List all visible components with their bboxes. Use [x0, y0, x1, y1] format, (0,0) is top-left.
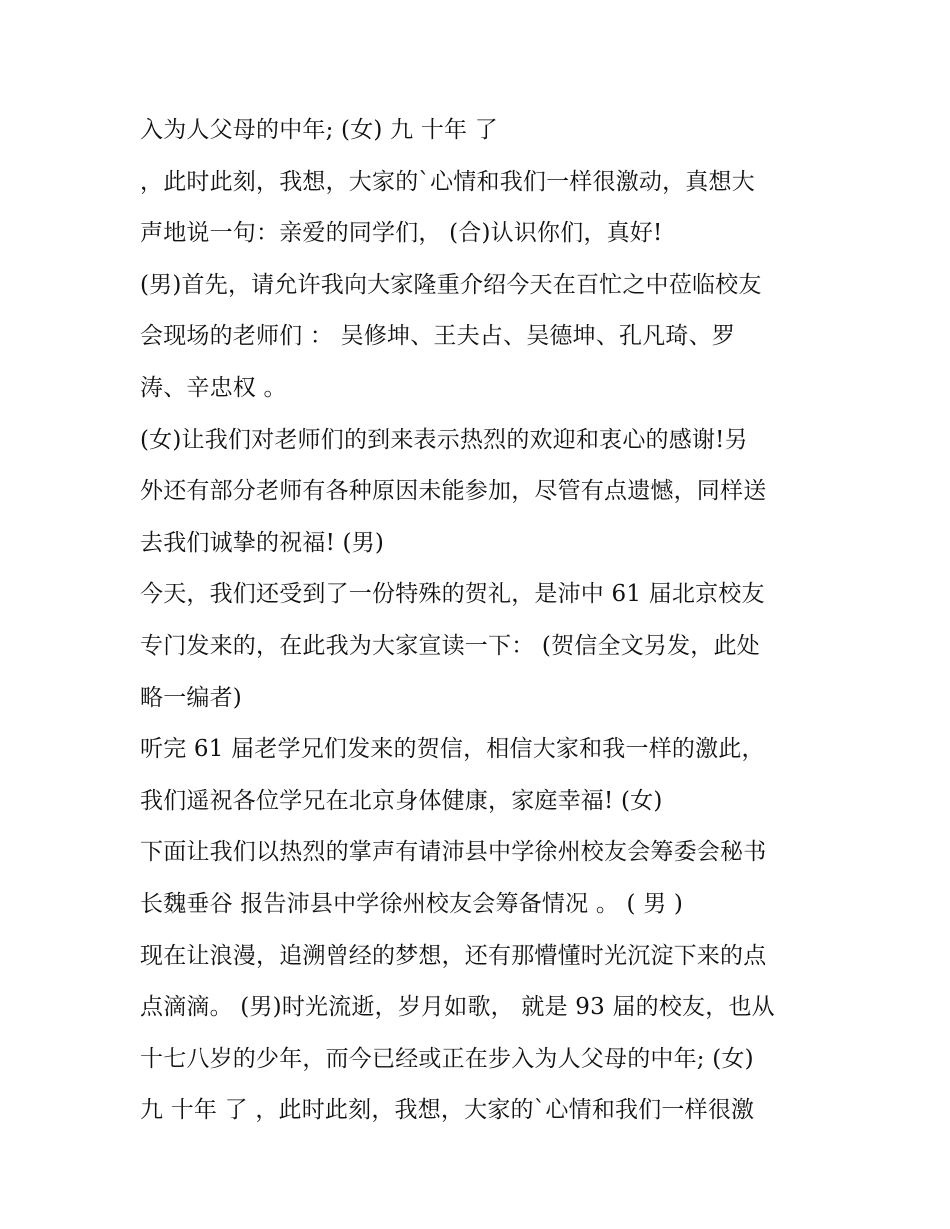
text-line: 点滴滴。 (男)时光流逝，岁月如歌， 就是 93 届的校友，也从 — [140, 994, 775, 1021]
text-line: 听完 61 届老学兄们发来的贺信，相信大家和我一样的激此， — [140, 736, 765, 763]
text-line: 入为人父母的中年; (女) 九 十年 了 — [140, 117, 498, 143]
text-line: 今天，我们还受到了一份特殊的贺礼，是沛中 61 届北京校友 — [140, 581, 765, 608]
text-line: 略一编者) — [140, 684, 242, 711]
text-line: 会现场的老师们 ： 吴修坤、王夫占、吴德坤、孔凡琦、罗 — [140, 323, 736, 350]
text-line: 现在让浪漫，追溯曾经的梦想，还有那懵懂时光沉淀下来的点 — [140, 942, 767, 969]
text-line: (女)让我们对老师们的到来表示热烈的欢迎和衷心的感谢!另 — [140, 426, 748, 453]
text-line: 外还有部分老师有各种原因未能参加，尽管有点遗憾，同样送 — [140, 478, 767, 505]
text-line: 下面让我们以热烈的掌声有请沛县中学徐州校友会筹委会秘书 — [140, 839, 767, 866]
text-line: ，此时此刻，我想，大家的`心情和我们一样很激动，真想大 — [140, 168, 755, 195]
text-line: 十七八岁的少年，而今已经或正在步入为人父母的中年; (女) — [140, 1045, 754, 1072]
text-line: 我们遥祝各位学兄在北京身体健康，家庭幸福! (女) — [140, 787, 663, 814]
text-line: 长魏垂谷 报告沛县中学徐州校友会筹备情况 。 ( 男 ) — [140, 890, 684, 917]
text-line: 九 十年 了 ，此时此刻，我想，大家的`心情和我们一样很激 — [140, 1097, 755, 1124]
text-line: 声地说一句：亲爱的同学们， (合)认识你们，真好! — [140, 220, 663, 247]
document-body — [140, 110, 830, 1142]
text-line: (男)首先，请允许我向大家隆重介绍今天在百忙之中莅临校友 — [140, 271, 762, 298]
text-line: 专门发来的，在此我为大家宣读一下： (贺信全文另发，此处 — [140, 632, 760, 659]
text-line: 涛、辛忠权 。 — [140, 374, 287, 401]
text-line: 去我们诚挚的祝福! (男) — [140, 529, 385, 556]
